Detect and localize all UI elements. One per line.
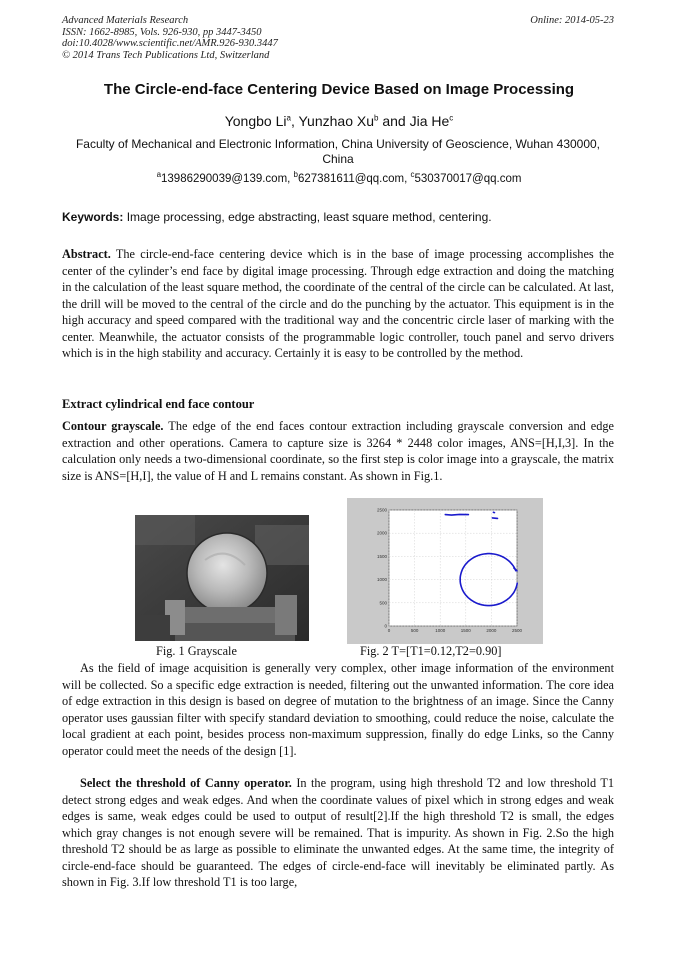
keywords xyxy=(62,210,614,224)
author-name: Yongbo Li xyxy=(224,113,287,129)
y-tick-label: 1000 xyxy=(376,577,387,583)
email-sup: c xyxy=(410,170,415,180)
author-sup: c xyxy=(449,113,454,123)
copyright-line: © 2014 Trans Tech Publications Ltd, Switzerland xyxy=(62,49,270,61)
figure-1-grayscale-photo xyxy=(135,515,309,641)
figure-1-caption: Fig. 1 Grayscale xyxy=(156,644,237,658)
plot-area xyxy=(389,510,517,626)
x-tick-label: 1500 xyxy=(460,628,471,633)
x-tick-label: 1000 xyxy=(435,628,446,633)
threshold-paragraph xyxy=(62,775,614,891)
threshold-label: Select the threshold of Canny operator. xyxy=(80,776,292,790)
threshold-text: In the program, using high threshold T2 and low threshold T1 detect strong edges and weak edges. And when the coordinate values of pixel which in strong edges and weak edges is same, weak edges could be used to output of result[2].If the high threshold T2 is small, the edges which gray changes is not enough severe will be remained. That is impurity. As shown in Fig. 2.So the high threshold T2 should be as large as possible to eliminate the unwanted edges. At the same time, the integrity of circle-end-face should be guaranteed. The edges of circle-end-face will inevitably be eliminated partly. As shown in Fig. 3.If low threshold T1 is too large, xyxy=(62,776,614,889)
doi-line: doi:10.4028/www.scientific.net/AMR.926-930.3447 xyxy=(62,38,278,49)
contour-label: Contour grayscale. xyxy=(62,419,164,433)
x-tick-label: 500 xyxy=(410,628,419,633)
contour-text: The edge of the end faces contour extraction including grayscale conversion and edge extraction and other operations. Camera to capture size is 3264 * 2448 color images, ANS=[H,I,3]. In the calculation only needs a two-dimensional coordinate, so the first step is color image into a grayscale, the matrix size is ANS=[H,I], the value of H and L remains constant. As shown in Fig.1. xyxy=(62,419,614,483)
edge-plot-chart xyxy=(347,498,543,644)
email-sup: a xyxy=(156,170,162,180)
keywords-label: Keywords: xyxy=(62,210,124,224)
online-date: Online: 2014-05-23 xyxy=(530,15,614,26)
edge-series xyxy=(492,518,497,519)
author-sup: b xyxy=(374,113,379,123)
x-tick-label: 0 xyxy=(387,628,391,633)
grayscale-photo-graphic xyxy=(135,515,309,641)
keywords-text: Image processing, edge abstracting, least square method, centering. xyxy=(123,210,492,224)
y-tick-label: 1500 xyxy=(376,553,387,559)
email-address: 13986290039@139.com, xyxy=(161,173,294,185)
abstract-text: The circle-end-face centering device which is in the base of image processing accomplishes the center of the cylinder’s end face by digital image processing. Through edge extraction and doing the matching in the calculation of the least square method, the coordinate of the central of the circle can be calculated. At last, the drill will be moved to the central of the circle and do the punching by the actuator. This equipment is in the high accuracy and speed compared with the traditional way and the concentric circle laser of marking with the center. Meanwhile, the actuator consists of the programmable logic controller, touch panel and servo drivers which is in the high stability and accuracy. Certainly it is easy to be controlled by the method. xyxy=(62,247,614,360)
email-address: 627381611@qq.com, xyxy=(298,173,411,185)
author-separator: , xyxy=(290,113,299,129)
journal-header xyxy=(62,15,278,61)
section-heading: Extract cylindrical end face contour xyxy=(62,397,255,411)
email-sup: b xyxy=(293,170,298,180)
figure-2-caption: Fig. 2 T=[T1=0.12,T2=0.90] xyxy=(360,644,502,658)
contour-paragraph xyxy=(62,418,614,484)
y-tick-label: 500 xyxy=(379,600,387,606)
author-name: Yunzhao Xu xyxy=(298,113,374,129)
author-sup: a xyxy=(286,113,291,123)
affiliation: Faculty of Mechanical and Electronic Information, China University of Geoscience, Wuhan 430000, China xyxy=(75,137,601,166)
author-name: Jia He xyxy=(409,113,450,129)
x-tick-label: 2500 xyxy=(511,628,523,633)
email-line xyxy=(0,170,678,185)
paper-title: The Circle-end-face Centering Device Based on Image Processing xyxy=(103,81,575,98)
y-tick-label: 2000 xyxy=(376,530,387,536)
author-line xyxy=(0,113,678,129)
email-address: 530370017@qq.com xyxy=(414,173,522,185)
journal-name: Advanced Materials Research xyxy=(62,15,189,26)
abstract-label: Abstract. xyxy=(62,247,111,261)
abstract xyxy=(62,246,614,362)
y-tick-label: 0 xyxy=(384,623,387,629)
figure-2-edge-plot xyxy=(347,498,543,644)
y-tick-label: 2500 xyxy=(376,507,387,513)
x-tick-label: 2000 xyxy=(486,628,497,633)
edge-extraction-paragraph: As the field of image acquisition is generally very complex, other image information of the environment will be collected. So a specific edge extraction is needed, filtering out the unwanted information. The core idea of edge extraction in this design is based on degree of mutation to the brightness of an image. Since the Canny operator uses gaussian filter with specify standard deviation to smoothing, could reduce the noise, calculate the local gradient at each point, besides process non-maximum suppression, finally do edge Links, so the Canny operator could meet the needs of the design [1]. xyxy=(62,661,614,758)
issn-line: ISSN: 1662-8985, Vols. 926-930, pp 3447-3450 xyxy=(62,26,262,38)
author-separator: and xyxy=(378,113,410,129)
edge-series xyxy=(445,514,468,515)
